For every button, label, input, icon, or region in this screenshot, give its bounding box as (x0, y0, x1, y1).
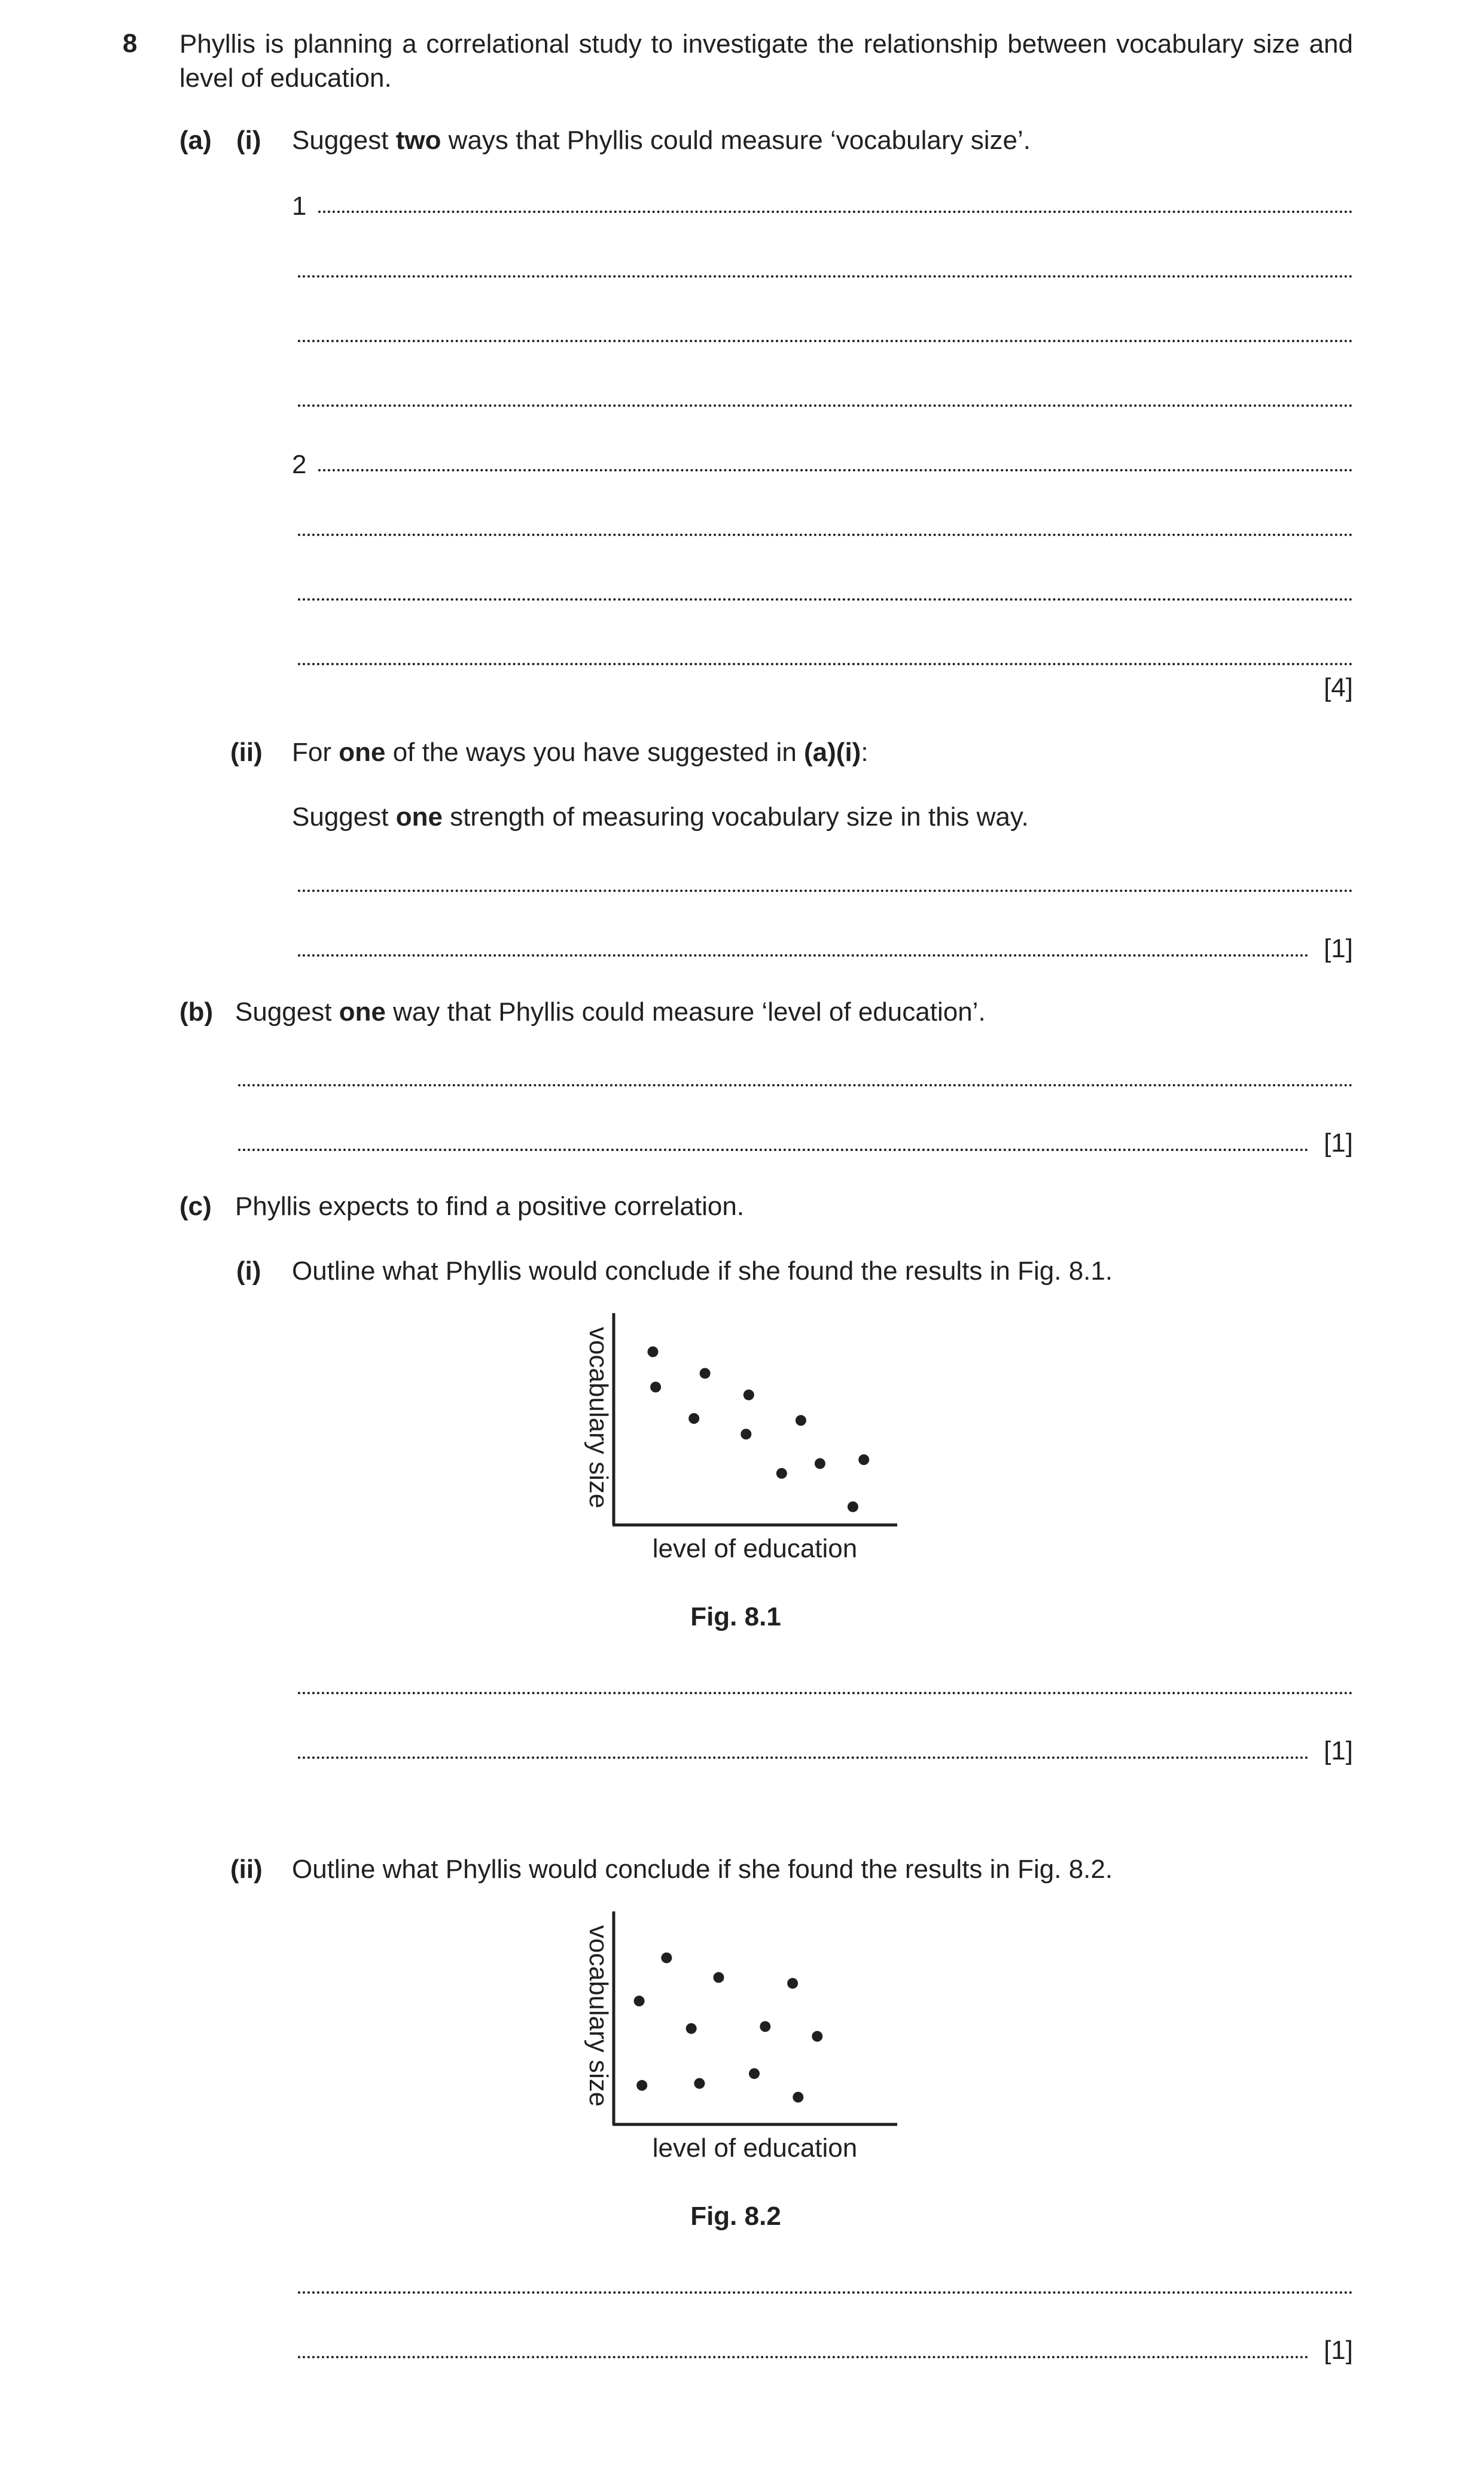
answer-number-1: 1 (292, 191, 307, 221)
answer-line[interactable] (298, 598, 1353, 601)
answer-line[interactable] (298, 404, 1353, 407)
answer-line[interactable] (318, 469, 1353, 471)
scatter-point-3 (714, 1972, 724, 1983)
answer-line[interactable] (298, 340, 1353, 342)
question-number: 8 (123, 29, 138, 58)
scatter-point-8 (776, 1468, 787, 1479)
part-c-stem: Phyllis expects to find a positive correlation. (235, 1192, 745, 1221)
answer-line[interactable] (298, 890, 1353, 892)
scatter-chart-fig-8-2 (568, 1911, 903, 2175)
marks-c-i: [1] (1324, 1736, 1353, 1765)
answer-line[interactable] (298, 954, 1309, 957)
scatter-point-6 (760, 2021, 770, 2032)
answer-line[interactable] (298, 275, 1353, 278)
scatter-point-6 (741, 1429, 751, 1439)
answer-line[interactable] (238, 1084, 1353, 1086)
scatter-point-8 (636, 2080, 647, 2091)
scatter-point-10 (749, 2068, 760, 2079)
part-a-ii-prompt-1: For one of the ways you have suggested in (a)(i): (292, 738, 869, 767)
part-a-ii-label: (ii) (230, 738, 263, 767)
scatter-points (648, 1347, 870, 1512)
figure-caption-8-2: Fig. 8.2 (690, 2202, 781, 2231)
part-a-label: (a) (179, 126, 212, 155)
scatter-point-5 (743, 1390, 754, 1401)
figure-caption-8-1: Fig. 8.1 (690, 1602, 781, 1631)
marks-c-ii: [1] (1324, 2336, 1353, 2365)
part-c-ii-prompt: Outline what Phyllis would conclude if she found the results in Fig. 8.2. (292, 1855, 1113, 1884)
scatter-point-7 (812, 2031, 822, 2042)
part-b-prompt: Suggest one way that Phyllis could measure ‘level of education’. (235, 997, 986, 1027)
part-a-ii-prompt-2: Suggest one strength of measuring vocabulary size in this way. (292, 802, 1029, 832)
scatter-point-2 (650, 1382, 661, 1393)
part-a-i-label: (i) (236, 126, 261, 155)
y-axis-label: vocabulary size (584, 1925, 613, 2107)
y-axis-label: vocabulary size (584, 1327, 613, 1509)
scatter-point-7 (796, 1415, 806, 1426)
part-c-i-prompt: Outline what Phyllis would conclude if she found the results in Fig. 8.1. (292, 1256, 1113, 1286)
answer-line[interactable] (298, 663, 1353, 665)
scatter-points (634, 1953, 823, 2103)
marks-a-i: [4] (1324, 673, 1353, 702)
marks-b: [1] (1324, 1128, 1353, 1158)
answer-line[interactable] (298, 534, 1353, 536)
scatter-point-5 (686, 2023, 697, 2034)
scatter-point-1 (648, 1347, 659, 1357)
scatter-point-3 (700, 1368, 711, 1379)
scatter-point-4 (787, 1978, 798, 1989)
answer-number-2: 2 (292, 450, 307, 479)
scatter-point-9 (694, 2078, 705, 2089)
x-axis-label: level of education (652, 2133, 858, 2163)
part-c-i-label: (i) (236, 1256, 261, 1286)
x-axis-label: level of education (652, 1534, 858, 1563)
part-b-label: (b) (179, 997, 214, 1027)
scatter-point-2 (634, 1996, 645, 2007)
part-c-ii-label: (ii) (230, 1855, 263, 1884)
scatter-point-4 (688, 1413, 699, 1424)
part-a-i-prompt: Suggest two ways that Phyllis could measure ‘vocabulary size’. (292, 126, 1031, 155)
answer-line[interactable] (298, 2291, 1353, 2294)
scatter-point-11 (793, 2092, 803, 2103)
scatter-point-10 (858, 1454, 869, 1465)
answer-line[interactable] (318, 211, 1353, 213)
scatter-point-11 (848, 1502, 858, 1512)
question-stem: Phyllis is planning a correlational study to investigate the relationship between vocabulary size and level of education. (179, 29, 1353, 93)
answer-line[interactable] (298, 1692, 1353, 1694)
part-c-label: (c) (179, 1192, 212, 1221)
marks-a-ii: [1] (1324, 934, 1353, 963)
answer-line[interactable] (298, 1756, 1309, 1759)
scatter-point-9 (815, 1458, 825, 1469)
scatter-point-1 (661, 1953, 672, 1963)
scatter-chart-fig-8-1 (568, 1313, 903, 1576)
answer-line[interactable] (298, 2356, 1309, 2358)
answer-line[interactable] (238, 1149, 1309, 1151)
